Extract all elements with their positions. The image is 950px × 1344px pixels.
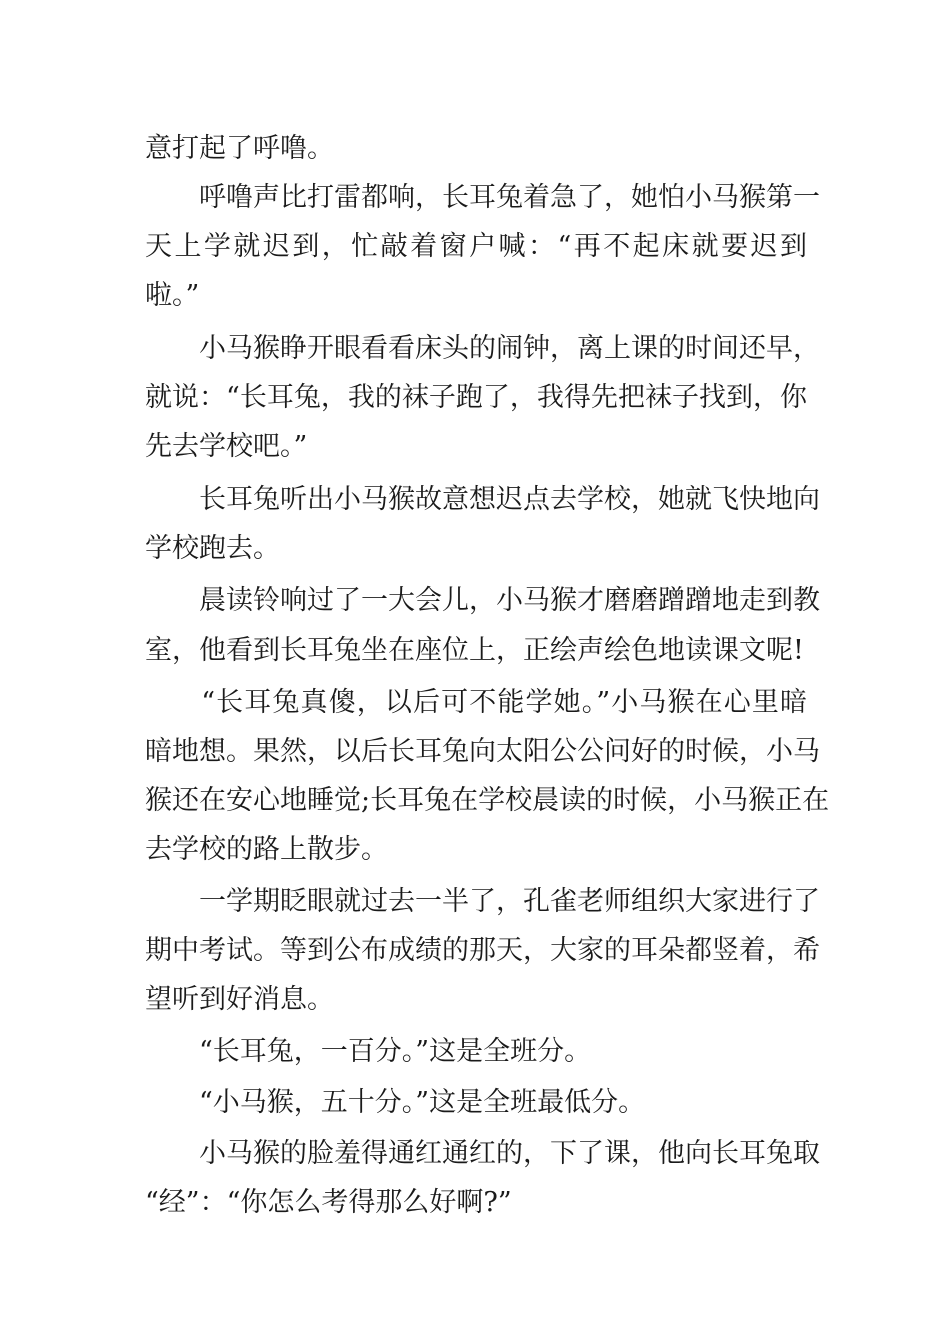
text-line: 就说：“长耳兔，我的袜子跑了，我得先把袜子找到，你: [145, 382, 807, 413]
text-line: 暗地想。果然，以后长耳兔向太阳公公问好的时候，小马: [145, 736, 820, 767]
text-line: 去学校的路上散步。: [145, 834, 388, 865]
text-line: 意打起了呼噜。: [145, 133, 334, 164]
text-line: 小马猴的脸羞得通红通红的，下了课，他向长耳兔取: [145, 1138, 820, 1169]
text-line: 长耳兔听出小马猴故意想迟点去学校，她就飞快地向: [145, 484, 820, 515]
text-line: 望听到好消息。: [145, 984, 334, 1015]
text-line: “小马猴，五十分。”这是全班最低分。: [145, 1087, 646, 1118]
text-line: 一学期眨眼就过去一半了，孔雀老师组织大家进行了: [145, 886, 820, 917]
text-line: 期中考试。等到公布成绩的那天，大家的耳朵都竖着，希: [145, 935, 820, 966]
text-line: 晨读铃响过了一大会儿，小马猴才磨磨蹭蹭地走到教: [145, 585, 820, 616]
text-line: 猴还在安心地睡觉;长耳兔在学校晨读的时候，小马猴正在: [145, 785, 830, 816]
text-line: 天上学就迟到，忙敲着窗户喊：“再不起床就要迟到: [145, 231, 807, 262]
text-line: “长耳兔真傻，以后可不能学她。”小马猴在心里暗: [145, 687, 807, 718]
text-line: 小马猴睁开眼看看床头的闹钟，离上课的时间还早，: [145, 333, 820, 364]
text-line: 室，他看到长耳兔坐在座位上，正绘声绘色地读课文呢!: [145, 635, 804, 666]
text-line: “长耳兔，一百分。”这是全班分。: [145, 1036, 592, 1067]
text-line: 呼噜声比打雷都响，长耳兔着急了，她怕小马猴第一: [145, 182, 820, 213]
text-line: 先去学校吧。”: [145, 431, 308, 462]
text-line: 啦。”: [145, 280, 200, 311]
text-line: “经”：“你怎么考得那么好啊?”: [145, 1187, 512, 1218]
text-line: 学校跑去。: [145, 533, 280, 564]
